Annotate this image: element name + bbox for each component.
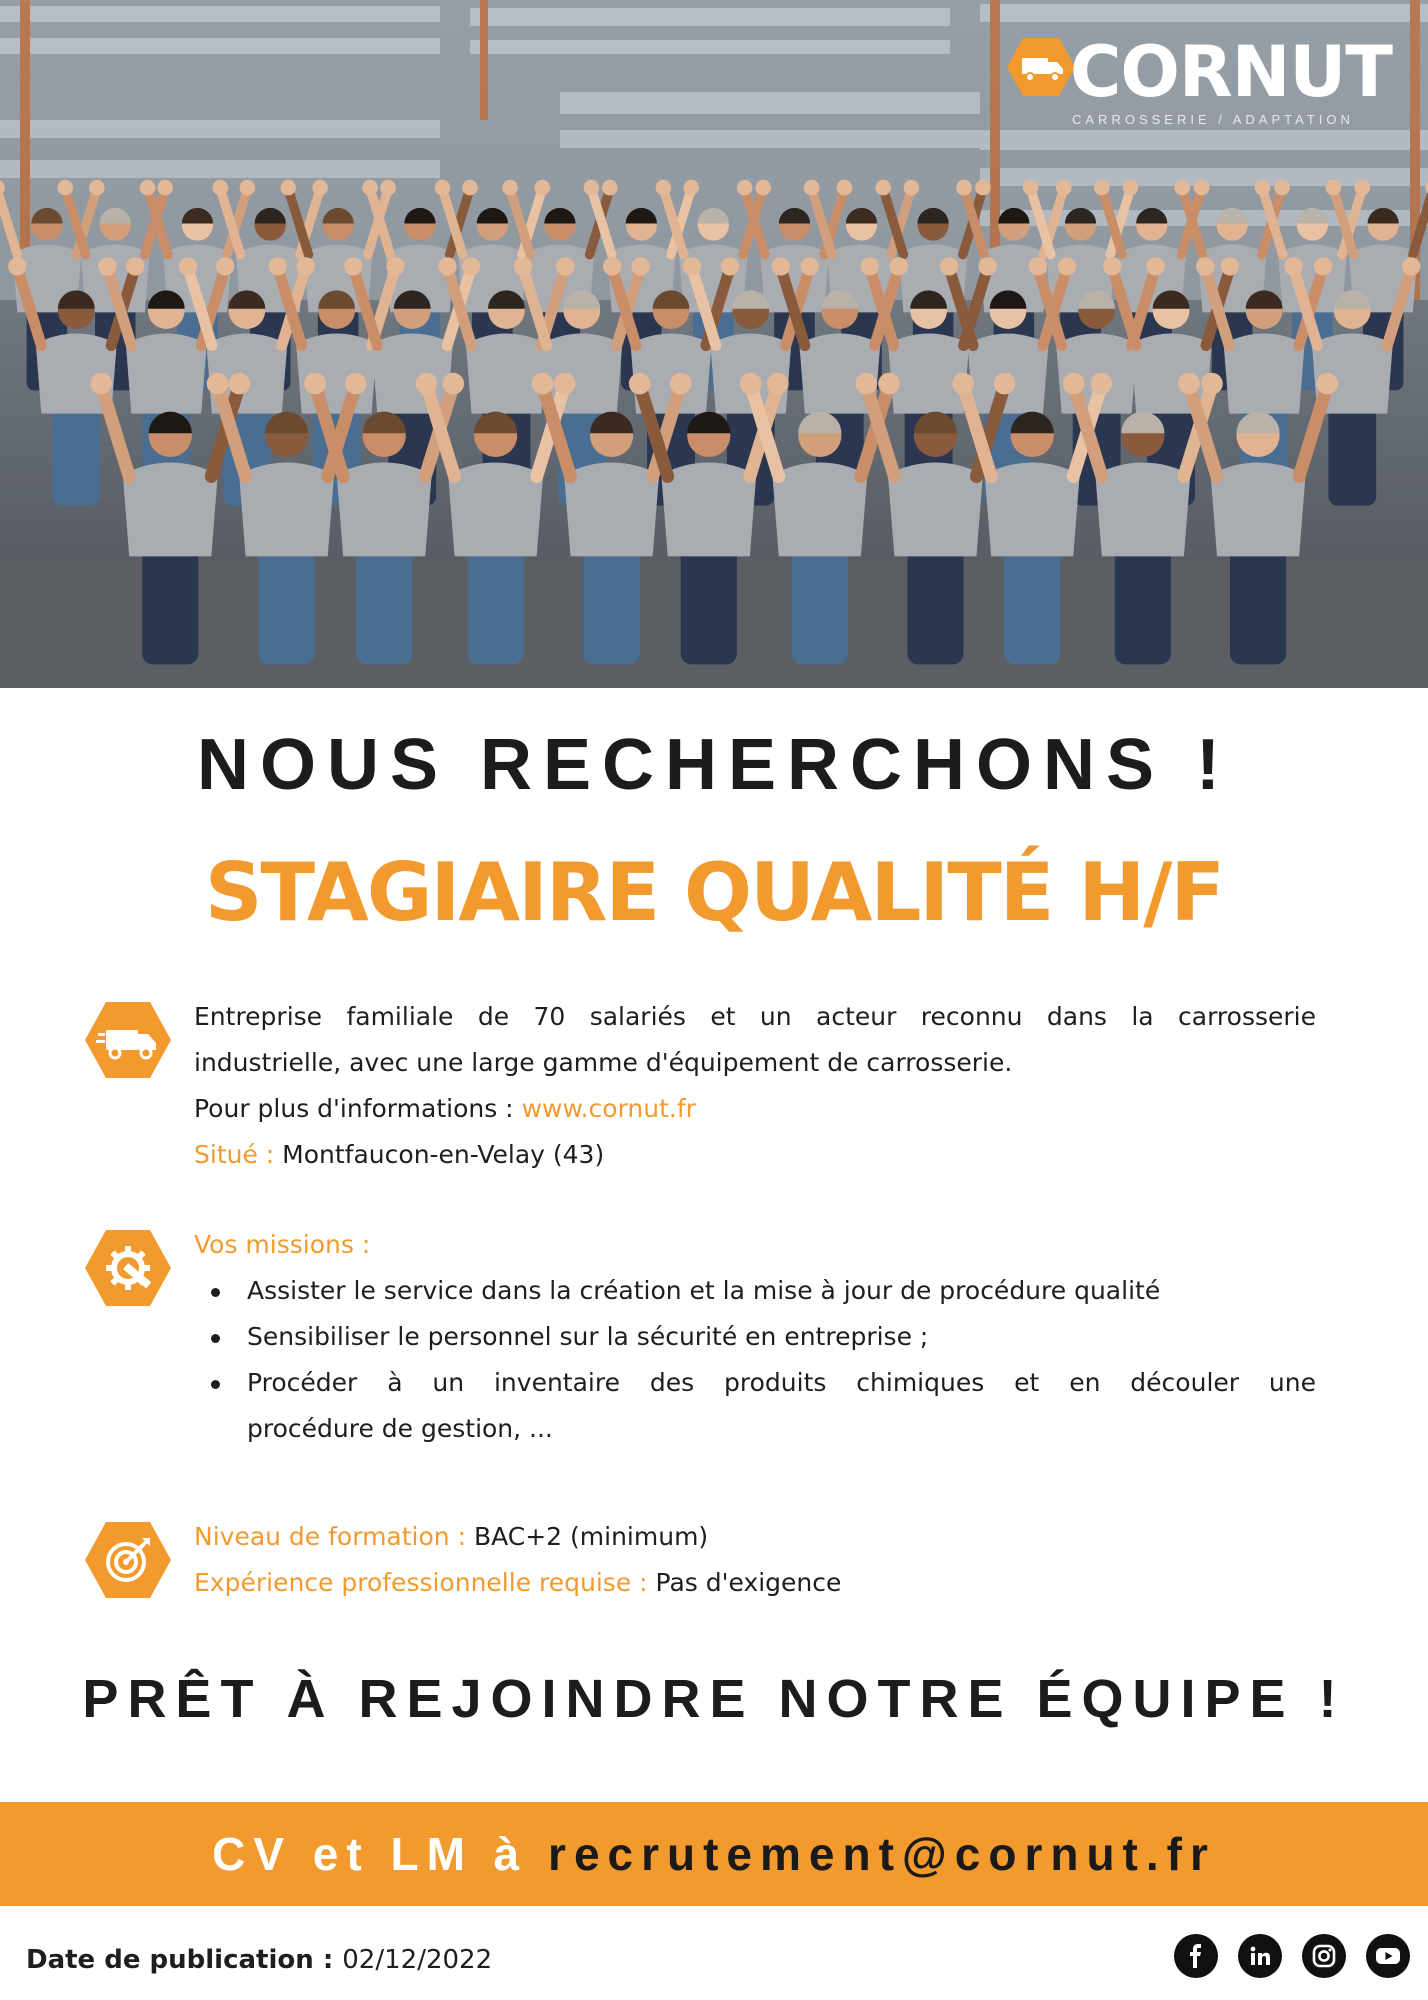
mission-item: Procéder à un inventaire des produits chimiques et en découler une [194,1360,1316,1406]
publication-date-label: Date de publication : [26,1945,343,1975]
company-description [194,994,1316,1178]
call-to-action: PRÊT À REJOINDRE NOTRE ÉQUIPE ! [82,1669,1346,1729]
truck-icon [84,1000,172,1080]
application-banner [0,1802,1428,1906]
experience-label: Expérience professionnelle requise : [194,1568,656,1597]
experience-line [194,1560,1316,1606]
more-info-label: Pour plus d'informations : [194,1094,522,1123]
company-desc-line-1: Entreprise familiale de 70 salariés et un acteur reconnu dans la carrosserie [194,1002,1316,1031]
instagram-icon[interactable] [1302,1934,1346,1978]
linkedin-icon[interactable] [1238,1934,1282,1978]
more-info-line [194,1086,1316,1132]
target-icon [84,1520,172,1600]
requirements-section [194,1514,1316,1606]
location-label: Situé : [194,1140,283,1169]
mission-item: Assister le service dans la création et la mise à jour de procédure qualité [194,1268,1316,1314]
cornut-logo [1006,31,1392,132]
location-value: Montfaucon-en-Velay (43) [282,1140,605,1169]
missions-section [194,1222,1316,1452]
company-desc-line-2: industrielle, avec une large gamme d'équipement de carrosserie. [194,1048,1013,1077]
missions-list [194,1268,1316,1406]
truck-icon [1006,36,1076,98]
social-links [1174,1934,1410,1978]
recruitment-email-link[interactable]: recrutement@cornut.fr [548,1828,1216,1880]
publication-date [26,1940,492,1980]
logo-wordmark: CORNUT [1070,31,1392,113]
youtube-icon[interactable] [1366,1934,1410,1978]
facebook-icon[interactable] [1174,1934,1218,1978]
logo-tagline: CARROSSERIE / ADAPTATION [1072,112,1354,127]
mission-item: Sensibiliser le personnel sur la sécurité en entreprise ; [194,1314,1316,1360]
formation-value: BAC+2 (minimum) [473,1522,709,1551]
missions-title: Vos missions : [194,1230,371,1259]
mission-item-continuation: procédure de gestion, ... [247,1414,553,1443]
publication-date-value: 02/12/2022 [342,1945,493,1975]
formation-label: Niveau de formation : [194,1522,474,1551]
banner-prefix: CV et LM à [212,1828,549,1880]
job-title: STAGIAIRE QUALITÉ H/F [204,846,1224,939]
headline: NOUS RECHERCHONS ! [196,725,1232,805]
formation-line [194,1514,1316,1560]
experience-value: Pas d'exigence [655,1568,842,1597]
hero-team-photo [0,0,1428,688]
website-link[interactable]: www.cornut.fr [521,1094,696,1123]
tools-gear-icon [84,1228,172,1308]
location-line [194,1132,1316,1178]
